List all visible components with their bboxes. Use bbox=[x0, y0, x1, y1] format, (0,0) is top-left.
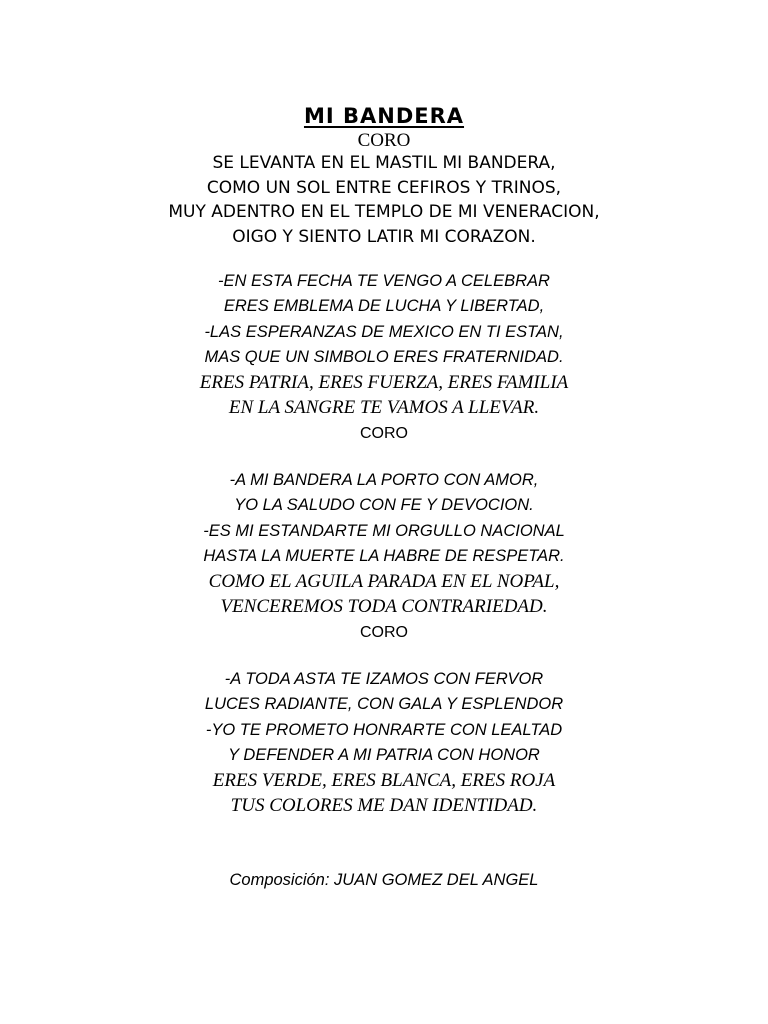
stanza-line: VENCEREMOS TODA CONTRARIEDAD. bbox=[220, 596, 548, 618]
stanza-line: ERES VERDE, ERES BLANCA, ERES ROJA bbox=[212, 770, 556, 792]
stanza-line: -LAS ESPERANZAS DE MEXICO EN TI ESTAN, bbox=[204, 322, 564, 341]
stanza-line: -YO TE PROMETO HONRARTE CON LEALTAD bbox=[205, 720, 563, 739]
stanza-line: MAS QUE UN SIMBOLO ERES FRATERNIDAD. bbox=[204, 347, 564, 366]
chorus-line: OIGO Y SIENTO LATIR MI CORAZON. bbox=[232, 226, 536, 247]
stanza-line: Y DEFENDER A MI PATRIA CON HONOR bbox=[228, 745, 540, 764]
chorus-label: CORO bbox=[357, 130, 411, 151]
composer-credit: Composición: JUAN GOMEZ DEL ANGEL bbox=[229, 871, 539, 889]
stanza-line: EN LA SANGRE TE VAMOS A LLEVAR. bbox=[228, 397, 540, 419]
song-title: MI BANDERA bbox=[303, 104, 465, 128]
chorus-line: SE LEVANTA EN EL MASTIL MI BANDERA, bbox=[212, 153, 556, 173]
chorus-line: MUY ADENTRO EN EL TEMPLO DE MI VENERACION, bbox=[168, 202, 600, 222]
stanza-line: COMO EL AGUILA PARADA EN EL NOPAL, bbox=[208, 571, 560, 593]
stanza-line: ERES EMBLEMA DE LUCHA Y LIBERTAD, bbox=[223, 297, 545, 316]
chorus-line: COMO UN SOL ENTRE CEFIROS Y TRINOS, bbox=[206, 177, 562, 198]
stanza-line: HASTA LA MUERTE LA HABRE DE RESPETAR. bbox=[203, 546, 565, 565]
stanza-line: -EN ESTA FECHA TE VENGO A CELEBRAR bbox=[218, 272, 550, 290]
stanza-line: LUCES RADIANTE, CON GALA Y ESPLENDOR bbox=[204, 695, 564, 714]
stanza-line: -ES MI ESTANDARTE MI ORGULLO NACIONAL bbox=[203, 521, 565, 540]
chorus-block bbox=[0, 151, 768, 249]
stanza-line: ERES PATRIA, ERES FUERZA, ERES FAMILIA bbox=[199, 372, 569, 394]
stanza-line: TUS COLORES ME DAN IDENTIDAD. bbox=[230, 795, 538, 817]
stanza-2 bbox=[0, 468, 768, 645]
stanza-line: -A TODA ASTA TE IZAMOS CON FERVOR bbox=[224, 670, 544, 688]
stanza-line: YO LA SALUDO CON FE Y DEVOCION. bbox=[234, 496, 534, 515]
chorus-marker: CORO bbox=[360, 623, 408, 641]
chorus-marker: CORO bbox=[360, 424, 408, 442]
stanza-3 bbox=[0, 667, 768, 819]
stanza-line: -A MI BANDERA LA PORTO CON AMOR, bbox=[229, 471, 539, 489]
stanza-1 bbox=[0, 269, 768, 446]
